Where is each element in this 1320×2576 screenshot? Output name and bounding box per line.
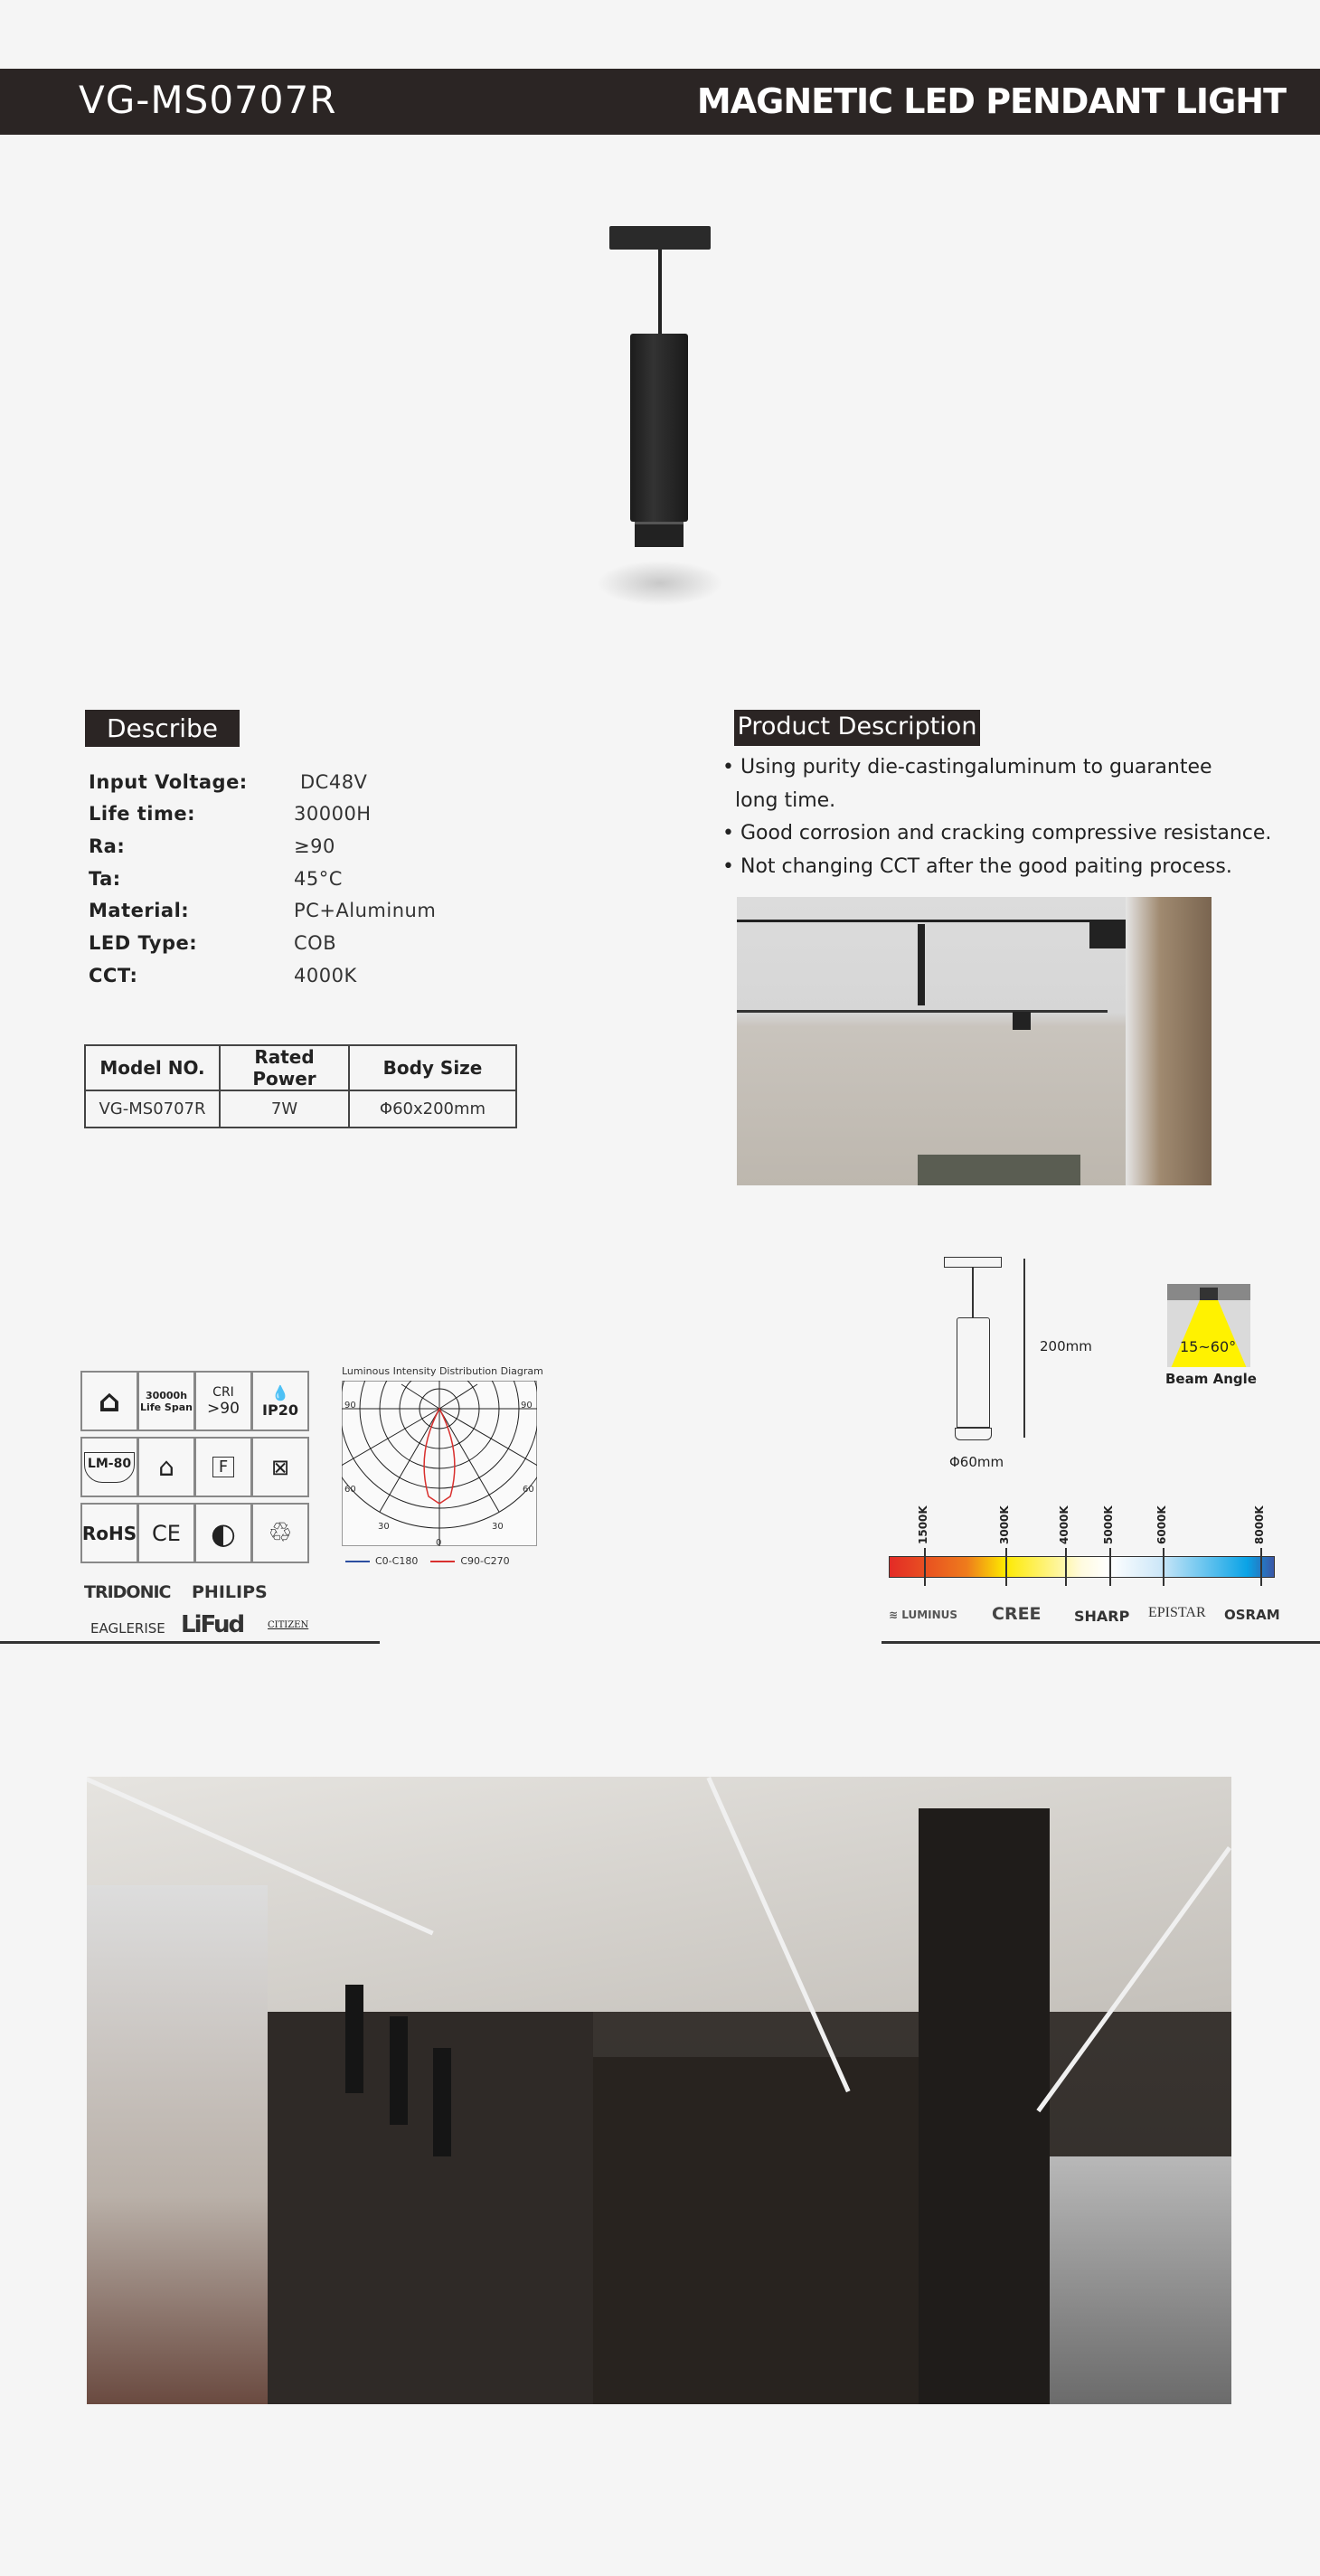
spec-value: 4000K [294,965,357,986]
product-description-label: Product Description [734,710,980,746]
brand-citizen: CITIZEN [268,1620,309,1630]
header-bar [0,69,1320,135]
brand-eaglerise: EAGLERISE [90,1620,165,1637]
spec-value: COB [294,932,337,954]
divider-left [0,1641,380,1644]
cct-tick-label: 4000K [1058,1505,1070,1544]
polar-label: 60 [344,1485,356,1495]
spec-value: ≥90 [294,835,335,857]
cct-tick-label: 6000K [1155,1505,1168,1544]
spec-key: Ta: [89,868,121,890]
cct-tick-line [924,1548,926,1586]
polar-legend [345,1555,510,1567]
polar-title: Luminous Intensity Distribution Diagram [342,1365,543,1377]
beam-angle-graphic [1167,1284,1250,1367]
diameter-label: Φ60mm [949,1454,1004,1470]
rohs-icon [80,1503,138,1563]
legend-swatch-c0 [345,1561,370,1562]
lifespan-text: 30000h [145,1389,188,1401]
brand-tridonic: TRIDONIC [84,1582,171,1602]
spec-table [84,1044,517,1128]
spec-key: Life time: [89,803,196,825]
cct-tick-line [1005,1548,1007,1586]
green-dot-icon: ◐ [194,1503,252,1563]
polar-label: 90 [521,1401,533,1411]
rohs-text: RoHS [81,1522,137,1544]
brand-epistar: EPISTAR [1148,1605,1206,1620]
spec-key: CCT: [89,965,138,986]
bullet-1: • Using purity die-castingaluminum to guarantee [722,756,1212,778]
luminus-text: LUMINUS [901,1609,958,1621]
th-size: Body Size [349,1045,516,1090]
spec-key: Ra: [89,835,126,857]
brand-lifud: LiFud [181,1611,244,1638]
bullet-1-cont: long time. [735,789,836,812]
room-photo [737,897,1212,1185]
td-model: VG-MS0707R [85,1090,220,1128]
bullet-text: Using purity die-castingaluminum to guarantee [740,756,1212,778]
brand-osram: OSRAM [1224,1607,1280,1623]
ce-icon [137,1503,195,1563]
bullet-2: • Good corrosion and cracking compressive resistance. [722,822,1272,845]
ce-text: CE [152,1520,181,1546]
cct-tick-line [1109,1548,1111,1586]
polar-label: 30 [492,1522,504,1532]
brand-cree: CREE [992,1604,1042,1624]
indoor-icon: ⌂ [137,1437,195,1497]
bullet-3: • Not changing CCT after the good paiting process. [722,855,1232,878]
cct-tick-line [1260,1548,1262,1586]
interior-scene-photo [87,1777,1231,2404]
legend-c90: C90-C270 [460,1555,510,1567]
describe-label: Describe [85,710,240,747]
ip20-icon: 💧 IP20 [251,1371,309,1431]
brand-philips: PHILIPS [192,1582,268,1602]
polar-label: 60 [523,1485,534,1495]
polar-diagram [342,1381,537,1546]
f-text: F [212,1457,234,1477]
lifespan-icon [137,1371,195,1431]
td-size: Φ60x200mm [349,1090,516,1128]
bullet-text: Good corrosion and cracking compressive resistance. [740,822,1272,845]
spec-key: LED Type: [89,932,198,954]
th-power: Rated Power [220,1045,349,1090]
legend-swatch-c90 [430,1561,455,1562]
ip-text: IP20 [262,1401,298,1419]
cri-label: CRI [212,1384,234,1400]
spec-value: PC+Aluminum [294,900,437,921]
spec-value: DC48V [300,771,368,793]
weee-bin-icon: ⊠ [251,1437,309,1497]
product-image [579,217,741,615]
bullet-text: Not changing CCT after the good paiting process. [740,855,1232,878]
spec-key: Material: [89,900,190,921]
cct-tick-label: 8000K [1253,1505,1266,1544]
cct-tick-label: 3000K [998,1505,1011,1544]
polar-label: 0 [436,1538,442,1546]
cct-scale-bar [889,1556,1275,1578]
cri-icon [194,1371,252,1431]
beam-value: 15~60° [1180,1338,1237,1355]
th-model: Model NO. [85,1045,220,1090]
lm-text: LM-80 [84,1452,135,1483]
recycle-icon: ♲ [251,1503,309,1563]
height-label: 200mm [1040,1338,1092,1354]
spec-value: 45°C [294,868,343,890]
cct-tick-line [1065,1548,1067,1586]
divider-right [882,1641,1320,1644]
polar-label: 30 [378,1522,390,1532]
spec-value: 30000H [294,803,372,825]
cct-tick-label: 5000K [1102,1505,1115,1544]
eco-home-icon: ⌂ [80,1371,138,1431]
td-power: 7W [220,1090,349,1128]
legend-c0: C0-C180 [375,1555,419,1567]
brand-luminus: ≋ LUMINUS [889,1609,958,1621]
dimension-drawing [940,1255,1031,1472]
lifespan-sub: Life Span [140,1401,193,1413]
model-title: VG-MS0707R [79,78,337,122]
spec-key: Input Voltage: [89,771,248,793]
polar-label: 90 [344,1401,356,1411]
lm80-icon [80,1437,138,1497]
cri-value: >90 [207,1399,240,1418]
cct-tick-label: 1500K [917,1505,929,1544]
brand-sharp: SHARP [1074,1608,1130,1625]
cct-tick-line [1163,1548,1164,1586]
f-mark-icon [194,1437,252,1497]
product-title: MAGNETIC LED PENDANT LIGHT [696,81,1286,121]
beam-label: Beam Angle [1165,1371,1257,1387]
height-dimension-line [1023,1259,1025,1438]
